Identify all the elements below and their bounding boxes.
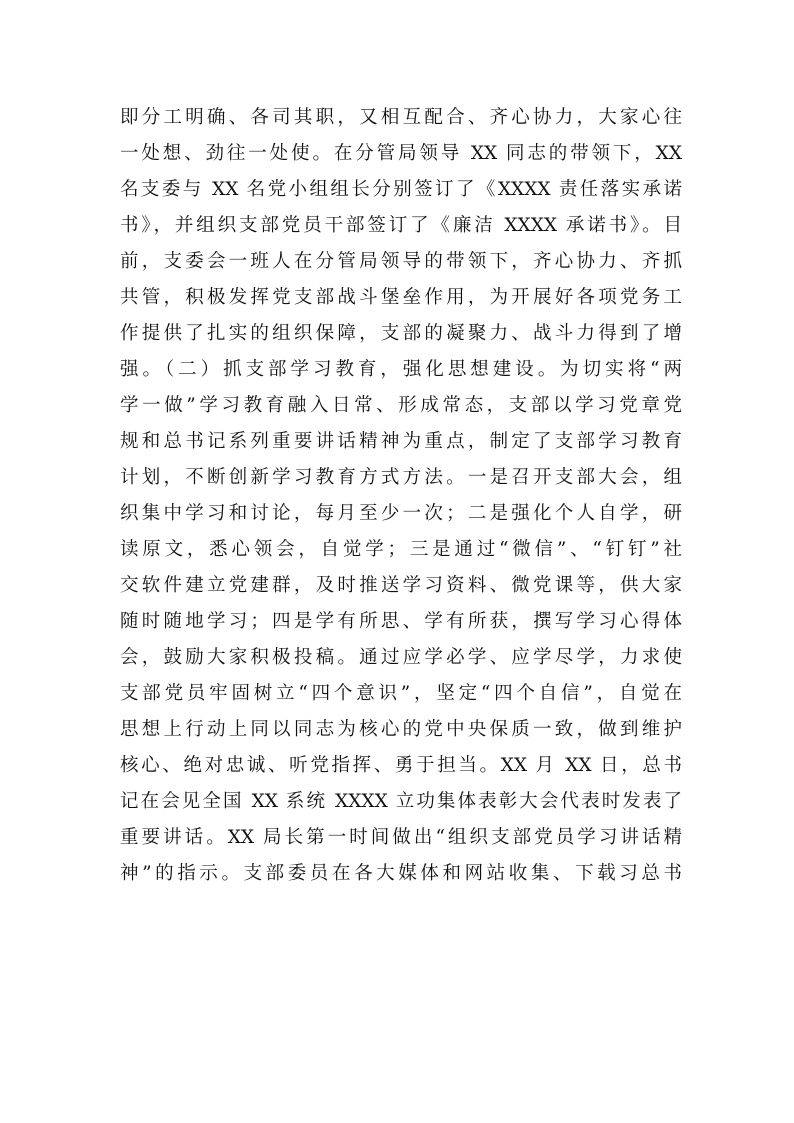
text-line: 交软件建立党建群，及时推送学习资料、微党课等，供大家 bbox=[120, 575, 682, 596]
text-line: 强。（二）抓支部学习教育，强化思想建设。为切实将“两 bbox=[120, 359, 682, 380]
text-line: 即分工明确、各司其职，又相互配合、齐心协力，大家心往 bbox=[120, 107, 682, 128]
text-line: 计划，不断创新学习教育方式方法。一是召开支部大会，组 bbox=[120, 467, 682, 488]
text-line: 神”的指示。支部委员在各大媒体和网站收集、下载习总书 bbox=[120, 863, 682, 884]
text-line: 规和总书记系列重要讲话精神为重点，制定了支部学习教育 bbox=[120, 431, 682, 452]
text-line: 作提供了扎实的组织保障，支部的凝聚力、战斗力得到了增 bbox=[120, 323, 682, 344]
text-line: 思想上行动上同以同志为核心的党中央保质一致，做到维护 bbox=[120, 719, 682, 740]
text-line: 书》，并组织支部党员干部签订了《廉洁 XXXX 承诺书》。目 bbox=[120, 215, 682, 236]
text-line: 读原文，悉心领会，自觉学；三是通过“微信”、“钉钉”社 bbox=[120, 539, 682, 560]
text-line: 共管，积极发挥党支部战斗堡垒作用，为开展好各项党务工 bbox=[120, 287, 682, 308]
text-line: 前，支委会一班人在分管局领导的带领下，齐心协力、齐抓 bbox=[120, 251, 682, 272]
text-line: 核心、绝对忠诚、听党指挥、勇于担当。XX 月 XX 日，总书 bbox=[120, 755, 682, 776]
text-line: 名支委与 XX 名党小组组长分别签订了《XXXX 责任落实承诺 bbox=[120, 179, 682, 200]
text-line: 学一做”学习教育融入日常、形成常态，支部以学习党章党 bbox=[120, 395, 682, 416]
body-text bbox=[120, 100, 682, 892]
text-line: 重要讲话。XX 局长第一时间做出“组织支部党员学习讲话精 bbox=[120, 827, 682, 848]
text-line: 支部党员牢固树立“四个意识”，坚定“四个自信”，自觉在 bbox=[120, 683, 682, 704]
text-line: 随时随地学习；四是学有所思、学有所获，撰写学习心得体 bbox=[120, 611, 682, 632]
text-line: 一处想、劲往一处使。在分管局领导 XX 同志的带领下，XX bbox=[120, 143, 682, 164]
text-line: 会，鼓励大家积极投稿。通过应学必学、应学尽学，力求使 bbox=[120, 647, 682, 668]
text-line: 织集中学习和讨论，每月至少一次；二是强化个人自学，研 bbox=[120, 503, 682, 524]
text-line: 记在会见全国 XX 系统 XXXX 立功集体表彰大会代表时发表了 bbox=[120, 791, 682, 812]
